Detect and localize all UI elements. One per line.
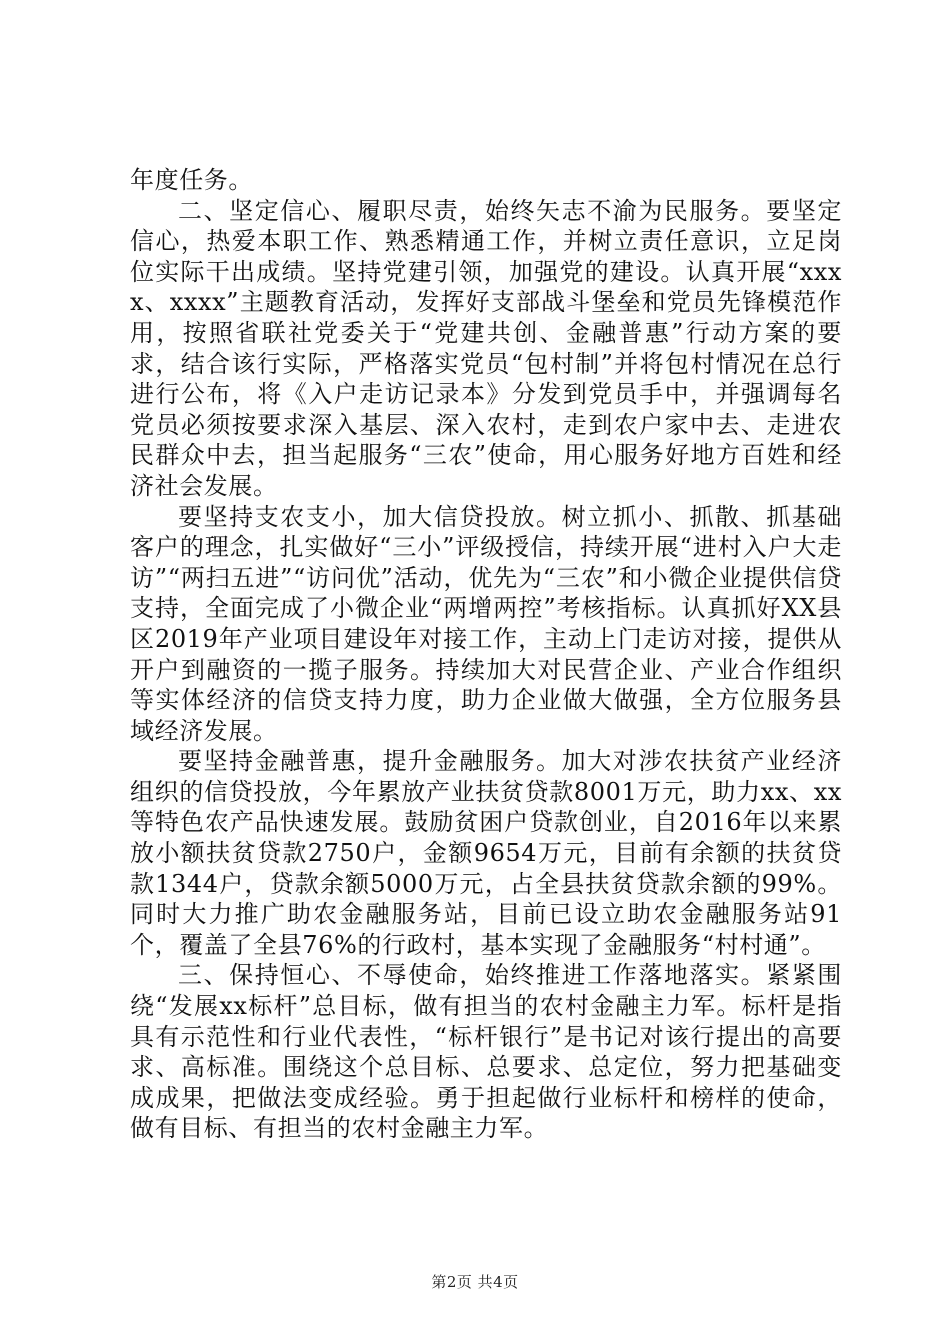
document-body	[130, 165, 842, 1144]
paragraph-section-three: 三、保持恒心、不辱使命，始终推进工作落地落实。紧紧围绕“发展xx标杆”总目标，做有担当的农村金融主力军。标杆是指具有示范性和行业代表性，“标杆银行”是书记对该行提出的高要求、高标准。围绕这个总目标、总要求、总定位，努力把基础变成成果，把做法变成经验。勇于担起做行业标杆和榜样的使命，做有目标、有担当的农村金融主力军。	[130, 961, 842, 1143]
paragraph-credit-support: 要坚持支农支小，加大信贷投放。树立抓小、抓散、抓基础客户的理念，扎实做好“三小”评级授信，持续开展“进村入户大走访”“两扫五进”“访问优”活动，优先为“三农”和小微企业提供信贷支持，全面完成了小微企业“两增两控”考核指标。认真抓好XX县区2019年产业项目建设年对接工作，主动上门走访对接，提供从开户到融资的一揽子服务。持续加大对民营企业、产业合作组织等实体经济的信贷支持力度，助力企业做大做强，全方位服务县域经济发展。	[130, 502, 842, 745]
paragraph-financial-inclusion: 要坚持金融普惠，提升金融服务。加大对涉农扶贫产业经济组织的信贷投放，今年累放产业扶贫贷款8001万元，助力xx、xx等特色农产品快速发展。鼓励贫困户贷款创业，自2016年以来累放小额扶贫贷款2750户，金额9654万元，目前有余额的扶贫贷款1344户，贷款余额5000万元，占全县扶贫贷款余额的99%。同时大力推广助农金融服务站，目前已设立助农金融服务站91个，覆盖了全县76%的行政村，基本实现了金融服务“村村通”。	[130, 747, 842, 959]
paragraph-continuation: 年度任务。	[130, 166, 253, 194]
page-number-footer: 第2页 共4页	[431, 1273, 519, 1291]
paragraph-section-two: 二、坚定信心、履职尽责，始终矢志不渝为民服务。要坚定信心，热爱本职工作、熟悉精通工作，并树立责任意识，立足岗位实际干出成绩。坚持党建引领，加强党的建设。认真开展“xxxx、xxxx”主题教育活动，发挥好支部战斗堡垒和党员先锋模范作用，按照省联社党委关于“党建共创、金融普惠”行动方案的要求，结合该行实际，严格落实党员“包村制”并将包村情况在总行进行公布，将《入户走访记录本》分发到党员手中，并强调每名党员必须按要求深入基层、深入农村，走到农户家中去、走进农民群众中去，担当起服务“三农”使命，用心服务好地方百姓和经济社会发展。	[130, 196, 842, 500]
